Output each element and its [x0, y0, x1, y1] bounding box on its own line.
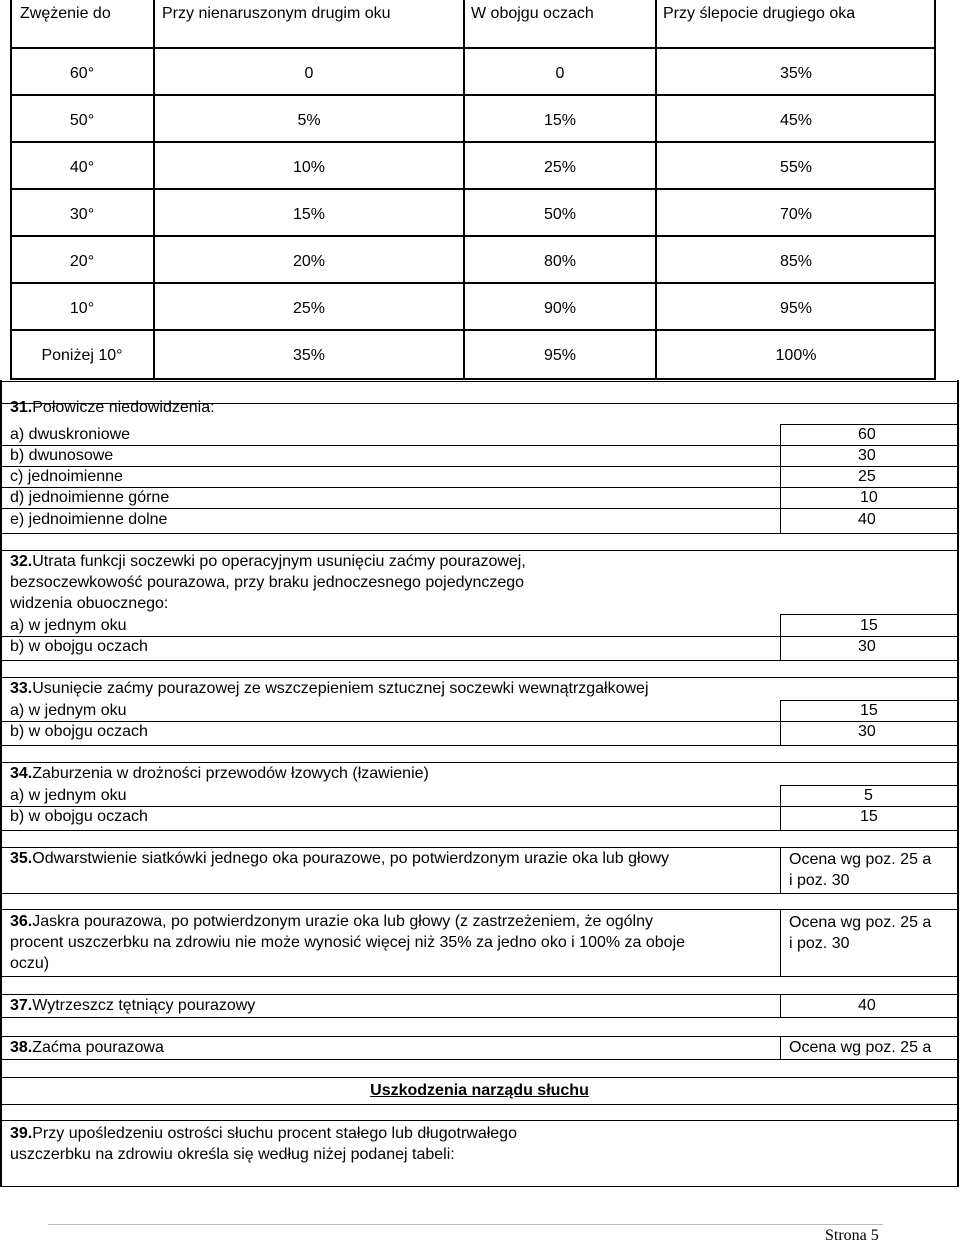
section-text: oczu): [10, 955, 50, 972]
table-border: [10, 282, 936, 284]
table-header: Zwężenie do: [20, 5, 111, 22]
item-value: 30: [858, 638, 876, 655]
table-cell: Poniżej 10°: [41, 347, 123, 364]
section-title: Usunięcie zaćmy pourazowej ze wszczepieniem sztucznej soczewki wewnątrzgałkowej: [32, 680, 649, 697]
list-item: b) dwunosowe: [10, 447, 114, 464]
item-value: Ocena wg poz. 25 a: [789, 1039, 932, 1056]
table-cell: 100%: [775, 347, 817, 364]
section-title: Zaburzenia w drożności przewodów łzowych (łzawienie): [32, 765, 429, 782]
table-border: [10, 0, 12, 380]
divider: [0, 381, 959, 382]
table-cell: 90%: [543, 300, 577, 317]
item-value: 40: [858, 511, 876, 528]
section-title: Jaskra pourazowa, po potwierdzonym urazie oka lub głowy (z zastrzeżeniem, że ogólny: [32, 913, 653, 930]
divider: [0, 1077, 959, 1078]
table-header: Przy ślepocie drugiego oka: [663, 5, 856, 22]
table-cell: 95%: [779, 300, 813, 317]
table-border: [463, 0, 465, 380]
item-value: 30: [858, 723, 876, 740]
section-number: 39.: [10, 1125, 33, 1142]
table-cell: 35%: [779, 65, 813, 82]
divider: [0, 1186, 959, 1187]
table-cell: 95%: [543, 347, 577, 364]
list-item: e) jednoimienne dolne: [10, 511, 168, 528]
list-item: c) jednoimienne: [10, 468, 123, 485]
section-number: 36.: [10, 913, 33, 930]
list-item: a) w jednym oku: [10, 787, 127, 804]
section-title: Utrata funkcji soczewki po operacyjnym usunięciu zaćmy pourazowej,: [32, 553, 526, 570]
table-cell: 10%: [292, 159, 326, 176]
section-number: 34.: [10, 765, 33, 782]
table-border: [10, 141, 936, 143]
table-cell: 35%: [292, 347, 326, 364]
section-number: 32.: [10, 553, 33, 570]
section-text: widzenia obuocznego:: [10, 595, 169, 612]
section-title: Odwarstwienie siatkówki jednego oka pourazowe, po potwierdzonym urazie oka lub głowy: [32, 850, 670, 867]
section-text: uszczerbku na zdrowiu określa się według niżej podanej tabeli:: [10, 1146, 455, 1163]
table-header: W obojgu oczach: [471, 5, 594, 22]
section-heading: Uszkodzenia narządu słuchu: [370, 1082, 589, 1099]
section-number: 31.: [10, 399, 33, 416]
footer-divider: [48, 1224, 883, 1225]
table-cell: 40°: [69, 159, 95, 176]
table-border: [153, 0, 155, 380]
item-value: 10: [860, 489, 878, 506]
table-cell: 0: [555, 65, 565, 82]
item-value: 40: [858, 997, 876, 1014]
page-number: Strona 5: [825, 1227, 879, 1244]
item-value: Ocena wg poz. 25 a: [789, 851, 932, 868]
section-title: Wytrzeszcz tętniący pourazowy: [32, 997, 256, 1014]
list-item: a) dwuskroniowe: [10, 426, 131, 443]
table-cell: 80%: [543, 253, 577, 270]
item-value: 25: [858, 468, 876, 485]
table-cell: 85%: [779, 253, 813, 270]
item-value: 15: [860, 702, 878, 719]
section-title: Połowicze niedowidzenia:: [32, 399, 215, 416]
table-border: [655, 0, 657, 380]
section-title: Przy upośledzeniu ostrości słuchu procent stałego lub długotrwałego: [32, 1125, 517, 1142]
table-cell: 0: [304, 65, 314, 82]
item-value: i poz. 30: [789, 872, 850, 889]
page-border: [957, 380, 959, 1187]
table-cell: 50%: [543, 206, 577, 223]
table-header: Przy nienaruszonym drugim oku: [162, 5, 391, 22]
page-border: [0, 380, 2, 1187]
section-number: 38.: [10, 1039, 33, 1056]
section-number: 33.: [10, 680, 33, 697]
section-title: Zaćma pourazowa: [32, 1039, 164, 1056]
list-item: b) w obojgu oczach: [10, 723, 148, 740]
item-value: 15: [860, 808, 878, 825]
table-border: [10, 378, 936, 380]
item-value: i poz. 30: [789, 935, 850, 952]
table-cell: 25%: [543, 159, 577, 176]
list-item: a) w jednym oku: [10, 702, 127, 719]
list-item: d) jednoimienne górne: [10, 489, 170, 506]
table-border: [10, 47, 936, 49]
item-value: 60: [858, 426, 876, 443]
table-cell: 10°: [69, 300, 95, 317]
section-text: bezsoczewkowość pourazowa, przy braku jednoczesnego pojedynczego: [10, 574, 525, 591]
item-value: 30: [858, 447, 876, 464]
divider: [0, 1104, 959, 1105]
section-text: procent uszczerbku na zdrowiu nie może wynosić więcej niż 35% za jedno oko i 100% za oboje: [10, 934, 686, 951]
list-item: a) w jednym oku: [10, 617, 127, 634]
item-value: 5: [864, 787, 873, 804]
list-item: b) w obojgu oczach: [10, 638, 148, 655]
table-cell: 30°: [69, 206, 95, 223]
table-border: [10, 235, 936, 237]
table-border: [10, 188, 936, 190]
item-value: Ocena wg poz. 25 a: [789, 914, 932, 931]
table-cell: 45%: [779, 112, 813, 129]
table-cell: 15%: [292, 206, 326, 223]
section-number: 35.: [10, 850, 33, 867]
list-item: b) w obojgu oczach: [10, 808, 148, 825]
table-cell: 15%: [543, 112, 577, 129]
section-number: 37.: [10, 997, 33, 1014]
table-border: [934, 0, 936, 380]
table-cell: 25%: [292, 300, 326, 317]
table-cell: 20%: [292, 253, 326, 270]
table-border: [10, 94, 936, 96]
table-cell: 20°: [69, 253, 95, 270]
table-border: [10, 329, 936, 331]
table-cell: 50°: [69, 112, 95, 129]
table-cell: 70%: [779, 206, 813, 223]
item-value: 15: [860, 617, 878, 634]
table-cell: 60°: [69, 65, 95, 82]
table-cell: 55%: [779, 159, 813, 176]
table-cell: 5%: [297, 112, 321, 129]
